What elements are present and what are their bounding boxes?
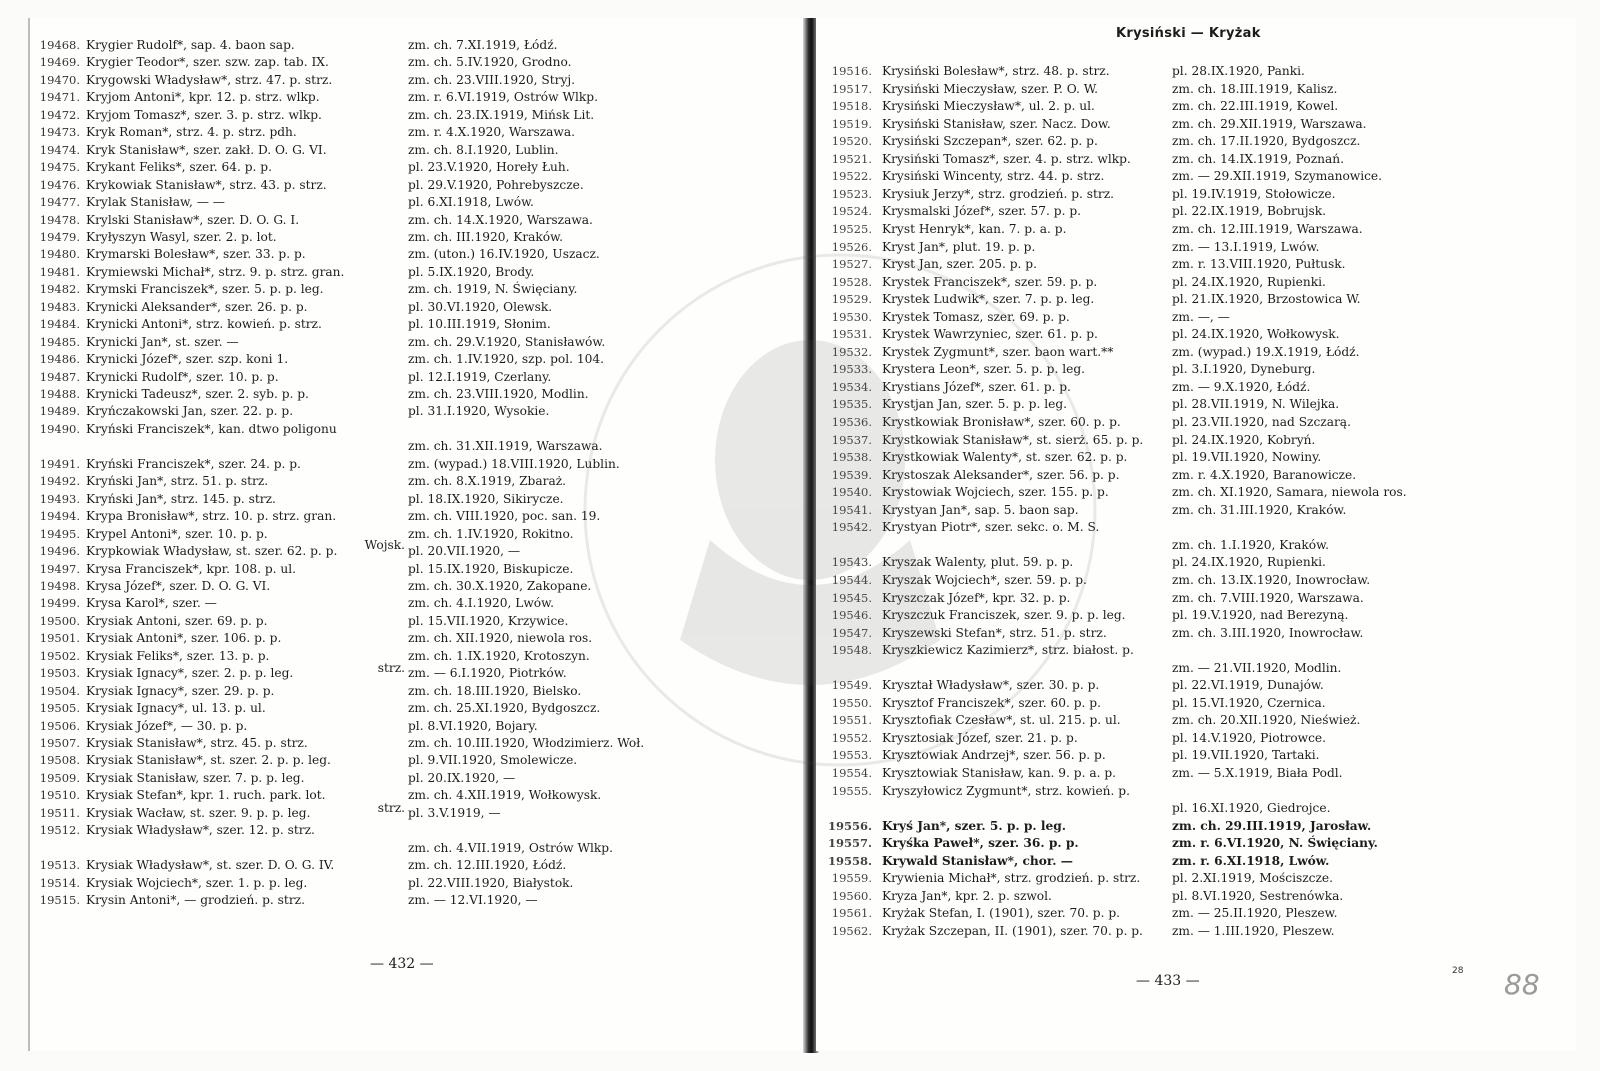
entry-name: Krystek Franciszek*, szer. 59. p. p.	[882, 274, 1098, 289]
entry-name: Krystek Tomasz, szer. 69. p. p.	[882, 309, 1070, 324]
entry-name: Krystowiak Wojciech, szer. 155. p. p.	[882, 485, 1109, 500]
entry-number: 19520.	[831, 134, 872, 149]
entry-name: Kryształ Władysław*, szer. 30. p. p.	[882, 678, 1100, 693]
entry-number: 19524.	[831, 204, 872, 219]
entry-number: 19559.	[831, 871, 872, 886]
entry-death-record: pl. 15.IX.1920, Biskupicze.	[408, 561, 574, 576]
entry-death-record: zm. (wypad.) 18.VIII.1920, Lublin.	[408, 456, 620, 471]
entry-name: Kryk Roman*, strz. 4. p. strz. pdh.	[86, 125, 297, 140]
entry-death-record: zm. ch. 20.XII.1920, Nieśwież.	[1172, 713, 1361, 728]
entry-name: Krysa Józef*, szer. D. O. G. VI.	[86, 578, 271, 593]
entry-death-record: pl. 9.VII.1920, Smolewicze.	[408, 753, 578, 768]
entry-death-record: zm. — 25.II.1920, Pleszew.	[1172, 906, 1338, 921]
entry-name: Krysiak Stanisław, szer. 7. p. p. leg.	[86, 770, 305, 785]
entry-name: Kryjom Tomasz*, szer. 3. p. strz. wlkp.	[86, 107, 322, 122]
entry-number: 19537.	[831, 432, 872, 447]
entry-number: 19507.	[39, 736, 80, 750]
entry-number: 19493.	[39, 491, 80, 506]
entry-number: 19526.	[831, 239, 872, 254]
entry-name: Krystoszak Aleksander*, szer. 56. p. p.	[882, 467, 1120, 482]
entry-number: 19534.	[831, 379, 872, 394]
entry-name: Krysiak Władysław*, st. szer. D. O. G. IV.	[86, 858, 335, 873]
entry-name: Krystians Józef*, szer. 61. p. p.	[882, 379, 1071, 394]
entry-number: 19475.	[39, 160, 80, 175]
entry-number: 19546.	[831, 608, 872, 623]
entry-name: Krysiak Stefan*, kpr. 1. ruch. park. lot.	[86, 788, 326, 803]
entry-death-record: zm. ch. 14.IX.1919, Poznań.	[1172, 151, 1344, 166]
entry-name: Krysiak Antoni, szer. 69. p. p.	[86, 613, 268, 628]
entry-name: Krynicki Aleksander*, szer. 26. p. p.	[86, 299, 308, 314]
entry-number: 19486.	[39, 352, 80, 367]
signature-mark: 28	[1452, 966, 1464, 976]
entry-number: 19536.	[831, 415, 872, 429]
entry-death-record: zm. ch. 5.IV.1920, Grodno.	[408, 55, 572, 70]
entry-number: 19488.	[39, 387, 80, 401]
entry-death-record: pl. 23.V.1920, Horeły Łuh.	[408, 160, 570, 175]
entry-number: 19531.	[831, 327, 872, 342]
entry-name: Krystyan Jan*, sap. 5. baon sap.	[882, 502, 1079, 517]
entry-number: 19497.	[39, 561, 80, 576]
entry-death-record: pl. 3.I.1920, Dyneburg.	[1172, 362, 1316, 377]
entry-number: 19473.	[39, 125, 80, 140]
entry-number: 19501.	[39, 631, 80, 646]
entry-number: 19516.	[831, 64, 872, 78]
entry-number: 19511.	[39, 805, 80, 820]
entry-number: 19557.	[827, 836, 872, 851]
entry-name: strz.	[377, 801, 405, 816]
entry-name: Krysztof Franciszek*, szer. 60. p. p.	[882, 695, 1101, 710]
entry-name: Krysiak Antoni*, szer. 106. p. p.	[86, 631, 282, 646]
entry-death-record: pl. 22.VI.1919, Dunajów.	[1172, 678, 1324, 693]
entry-number: 19485.	[39, 334, 80, 349]
entry-name: Krypkowiak Władysław, st. szer. 62. p. p.	[86, 544, 338, 559]
entry-death-record: pl. 2.XI.1919, Mościszcze.	[1172, 871, 1334, 886]
entry-name: Krysin Antoni*, — grodzień. p. strz.	[86, 893, 305, 908]
entry-name: Krysiak Ignacy*, szer. 2. p. p. leg.	[86, 666, 294, 681]
entry-death-record: zm. ch. 12.III.1920, Łódź.	[408, 858, 567, 873]
entry-name: Krysiński Mieczysław, szer. P. O. W.	[882, 81, 1099, 96]
entry-number: 19499.	[39, 596, 80, 611]
entry-name: Kryśka Paweł*, szer. 36. p. p.	[882, 836, 1079, 851]
entry-name: Krynicki Jan*, st. szer. —	[86, 334, 239, 349]
entry-death-record: pl. 19.VII.1920, Tartaki.	[1172, 748, 1320, 763]
entry-number: 19502.	[39, 648, 80, 663]
entry-name: Krysiński Mieczysław*, ul. 2. p. ul.	[882, 99, 1095, 114]
entry-death-record: pl. 8.VI.1920, Sestrenówka.	[1172, 888, 1344, 903]
entry-death-record: zm. — 5.X.1919, Biała Podl.	[1172, 766, 1343, 780]
entry-death-record: zm. —, —	[1172, 309, 1230, 324]
entry-name: Kryszczuk Franciszek, szer. 9. p. p. leg.	[882, 608, 1126, 623]
entry-name: Krystkowiak Bronisław*, szer. 60. p. p.	[882, 415, 1121, 429]
entry-death-record: pl. 15.VII.1920, Krzywice.	[408, 613, 569, 628]
entry-death-record: zm. ch. 17.II.1920, Bydgoszcz.	[1172, 134, 1361, 149]
entry-death-record: pl. 14.V.1920, Piotrowce.	[1172, 730, 1326, 745]
entry-death-record: pl. 31.I.1920, Wysokie.	[408, 404, 550, 419]
entry-name: Krysiak Wojciech*, szer. 1. p. p. leg.	[86, 875, 308, 890]
entry-number: 19468.	[39, 38, 80, 52]
entry-death-record: zm. ch. XI.1920, Samara, niewola ros.	[1172, 485, 1407, 500]
entry-number: 19496.	[39, 544, 80, 559]
entry-death-record: zm. r. 6.VI.1920, N. Święciany.	[1172, 836, 1378, 851]
entry-name: Krysiak Stanisław*, strz. 45. p. strz.	[86, 736, 308, 750]
entry-number: 19521.	[831, 151, 872, 166]
entry-name: Kryszkiewicz Kazimierz*, strz. białost. p.	[882, 643, 1134, 658]
entry-death-record: pl. 19.VII.1920, Nowiny.	[1172, 450, 1322, 465]
entry-number: 19482.	[39, 282, 80, 297]
entry-death-record: zm. ch. 1919, N. Święciany.	[408, 282, 578, 297]
entry-name: Krygier Teodor*, szer. szw. zap. tab. IX.	[86, 55, 329, 70]
entry-death-record: pl. 22.IX.1919, Bobrujsk.	[1172, 204, 1327, 219]
entry-number: 19549.	[831, 678, 872, 693]
entry-name: Kryszczak Józef*, kpr. 32. p. p.	[882, 590, 1071, 605]
entry-death-record: zm. ch. 4.I.1920, Lwów.	[408, 596, 554, 611]
entry-death-record: pl. 30.VI.1920, Olewsk.	[408, 299, 553, 314]
entry-name: Krywienia Michał*, strz. grodzień. p. strz.	[882, 871, 1141, 886]
entry-name: Kryza Jan*, kpr. 2. p. szwol.	[882, 888, 1052, 903]
entry-number: 19543.	[831, 555, 872, 570]
entry-number: 19558.	[827, 853, 872, 868]
entry-name: Krysiński Szczepan*, szer. 62. p. p.	[882, 134, 1098, 149]
entry-number: 19495.	[39, 526, 80, 541]
entry-death-record: pl. 3.V.1919, —	[408, 805, 501, 820]
entry-number: 19547.	[831, 625, 872, 640]
right-folio: — 433 —	[1136, 973, 1200, 989]
entry-name: Krymarski Bolesław*, szer. 33. p. p.	[86, 247, 306, 262]
entry-death-record: zm. (uton.) 16.IV.1920, Uszacz.	[408, 247, 600, 262]
entry-number: 19522.	[831, 169, 872, 184]
entry-name: Krysa Karol*, szer. —	[86, 596, 217, 611]
entry-death-record: zm. — 6.I.1920, Piotrków.	[408, 666, 567, 681]
entry-name: Krystyan Piotr*, szer. sekc. o. M. S.	[882, 520, 1100, 535]
entry-death-record: zm. ch. 1.I.1920, Kraków.	[1172, 537, 1330, 552]
entry-number: 19470.	[39, 72, 80, 87]
entry-name: Krysztofiak Czesław*, st. ul. 215. p. ul.	[882, 713, 1121, 728]
entry-number: 19532.	[831, 344, 872, 359]
entry-name: Krystek Ludwik*, szer. 7. p. p. leg.	[882, 292, 1095, 307]
entry-name: Krysiński Stanisław, szer. Nacz. Dow.	[882, 116, 1111, 131]
entry-death-record: zm. ch. 7.VIII.1920, Warszawa.	[1172, 590, 1364, 605]
entry-name: Krysiak Stanisław*, st. szer. 2. p. p. leg.	[86, 753, 331, 768]
entry-death-record: zm. r. 6.VI.1919, Ostrów Wlkp.	[408, 90, 598, 105]
entry-name: Krygowski Władysław*, strz. 47. p. strz.	[86, 72, 333, 87]
entry-name: Kryjom Antoni*, kpr. 12. p. strz. wlkp.	[86, 90, 320, 105]
entry-name: Krymski Franciszek*, szer. 5. p. p. leg.	[86, 282, 324, 297]
entry-number: 19505.	[39, 701, 80, 716]
entry-number: 19528.	[831, 274, 872, 289]
entry-death-record: zm. (wypad.) 19.X.1919, Łódź.	[1172, 344, 1360, 359]
entry-name: Kryński Franciszek*, szer. 24. p. p.	[86, 456, 301, 471]
entry-number: 19477.	[39, 195, 80, 210]
entry-number: 19562.	[831, 923, 872, 938]
entry-death-record: zm. ch. 14.X.1920, Warszawa.	[408, 212, 593, 227]
entry-number: 19517.	[831, 81, 872, 96]
entry-number: 19548.	[831, 643, 872, 658]
entry-death-record: zm. ch. 30.X.1920, Zakopane.	[408, 578, 592, 593]
entry-name: Krysiuk Jerzy*, strz. grodzień. p. strz.	[882, 186, 1115, 201]
entry-name: Krywald Stanisław*, chor. —	[882, 853, 1073, 868]
entry-death-record: pl. 22.VIII.1920, Białystok.	[408, 875, 574, 890]
entry-death-record: pl. 15.VI.1920, Czernica.	[1172, 695, 1326, 710]
entry-death-record: zm. — 13.I.1919, Lwów.	[1172, 239, 1320, 254]
entry-number: 19514.	[39, 875, 80, 890]
entry-death-record: pl. 18.IX.1920, Sikirycze.	[408, 491, 564, 506]
entry-death-record: zm. — 9.X.1920, Łódź.	[1172, 379, 1311, 394]
entry-name: Krystjan Jan, szer. 5. p. p. leg.	[882, 397, 1067, 412]
entry-number: 19479.	[39, 229, 80, 244]
entry-number: 19512.	[39, 823, 80, 838]
entry-death-record: zm. r. 4.X.1920, Baranowicze.	[1172, 467, 1357, 482]
entry-death-record: zm. ch. 1.IV.1920, Rokitno.	[408, 526, 574, 541]
entry-name: Krysiński Bolesław*, strz. 48. p. strz.	[882, 64, 1110, 78]
entry-number: 19538.	[831, 450, 872, 465]
entry-name: Krysiak Władysław*, szer. 12. p. strz.	[86, 823, 315, 838]
entry-number: 19539.	[831, 467, 872, 482]
entry-name: Krysiak Feliks*, szer. 13. p. p.	[86, 648, 270, 663]
entry-death-record: zm. ch. 23.VIII.1920, Stryj.	[408, 72, 576, 87]
entry-death-record: pl. 24.IX.1920, Wołkowysk.	[1172, 327, 1340, 342]
entry-death-record: zm. ch. 18.III.1920, Bielsko.	[408, 683, 582, 698]
entry-death-record: zm. ch. 18.III.1919, Kalisz.	[1172, 81, 1338, 96]
entry-number: 19556.	[827, 818, 872, 833]
entry-name: strz.	[377, 660, 405, 675]
entry-name: Kryst Henryk*, kan. 7. p. a. p.	[882, 221, 1067, 236]
entry-name: Kryżak Szczepan, II. (1901), szer. 70. p. p.	[882, 923, 1143, 938]
entry-name: Krysiak Wacław, st. szer. 9. p. p. leg.	[86, 805, 311, 820]
entry-number: 19484.	[39, 317, 80, 332]
entry-death-record: zm. ch. 1.IX.1920, Krotoszyn.	[408, 648, 590, 663]
entry-death-record: zm. ch. 12.III.1919, Warszawa.	[1172, 221, 1363, 236]
entry-name: Krysztowiak Andrzej*, szer. 56. p. p.	[882, 748, 1106, 763]
entry-number: 19530.	[831, 309, 872, 324]
entry-number: 19560.	[831, 888, 872, 903]
entry-number: 19489.	[39, 404, 80, 419]
entry-number: 19523.	[831, 186, 872, 201]
entry-number: 19513.	[39, 858, 80, 873]
entry-death-record: zm. ch. 29.III.1919, Jarosław.	[1172, 818, 1372, 833]
entry-name: Kryś Jan*, szer. 5. p. p. leg.	[882, 818, 1067, 833]
entry-number: 19550.	[831, 695, 872, 710]
entry-name: Krysztowiak Stanisław, kan. 9. p. a. p.	[882, 766, 1117, 780]
entry-name: Wojsk.	[364, 537, 405, 552]
entry-name: Krystek Zygmunt*, szer. baon wart.**	[882, 344, 1114, 359]
entry-death-record: pl. 23.VII.1920, nad Szczarą.	[1172, 415, 1351, 429]
entry-number: 19487.	[39, 369, 80, 384]
entry-death-record: zm. — 29.XII.1919, Szymanowice.	[1172, 169, 1383, 184]
entry-death-record: pl. 24.IX.1920, Rupienki.	[1172, 274, 1326, 289]
entry-death-record: pl. 19.IV.1919, Stołowicze.	[1172, 186, 1336, 201]
entry-death-record: pl. 24.IX.1920, Kobryń.	[1172, 432, 1316, 447]
entry-name: Krysiak Ignacy*, ul. 13. p. ul.	[86, 701, 266, 716]
entry-number: 19545.	[831, 590, 872, 605]
entry-name: Krypa Bronisław*, strz. 10. p. strz. gran.	[86, 509, 337, 524]
entry-name: Kryst Jan, szer. 205. p. p.	[882, 257, 1037, 272]
entry-number: 19561.	[831, 906, 872, 921]
entry-number: 19498.	[39, 578, 80, 593]
entry-number: 19509.	[39, 770, 80, 785]
entry-death-record: pl. 24.IX.1920, Rupienki.	[1172, 555, 1326, 570]
entry-name: Krystkowiak Stanisław*, st. sierż. 65. p. p.	[882, 432, 1144, 447]
entry-number: 19544.	[831, 572, 872, 587]
entry-death-record: zm. ch. 29.V.1920, Stanisławów.	[408, 334, 606, 349]
running-head: Krysiński — Kryżak	[1116, 26, 1261, 41]
entry-number: 19515.	[39, 893, 80, 908]
entry-name: Krysa Franciszek*, kpr. 108. p. ul.	[86, 561, 297, 576]
entry-name: Krynicki Rudolf*, szer. 10. p. p.	[86, 369, 279, 384]
entry-number: 19474.	[39, 142, 80, 157]
entry-death-record: pl. 12.I.1919, Czerlany.	[408, 369, 552, 384]
entry-number: 19480.	[39, 247, 80, 262]
entry-death-record: zm. ch. 29.XII.1919, Warszawa.	[1172, 116, 1367, 131]
entry-name: Kryszak Wojciech*, szer. 59. p. p.	[882, 572, 1087, 587]
entry-death-record: pl. 20.IX.1920, —	[408, 770, 516, 785]
entry-name: Kryński Franciszek*, kan. dtwo poligonu	[86, 421, 337, 436]
entry-number: 19494.	[39, 509, 80, 524]
entry-name: Krykant Feliks*, szer. 64. p. p.	[86, 160, 272, 175]
entry-death-record: pl. 29.V.1920, Pohrebyszcze.	[408, 177, 584, 192]
entry-number: 19490.	[39, 421, 80, 436]
entry-death-record: zm. — 12.VI.1920, —	[408, 893, 538, 908]
entry-name: Krysmalski Józef*, szer. 57. p. p.	[882, 204, 1082, 219]
entry-name: Krygier Rudolf*, sap. 4. baon sap.	[86, 38, 295, 52]
entry-number: 19535.	[831, 397, 872, 412]
left-folio: — 432 —	[370, 956, 434, 972]
entry-death-record: zm. — 21.VII.1920, Modlin.	[1172, 660, 1342, 675]
entry-name: Kryszyłowicz Zygmunt*, strz. kowień. p.	[882, 783, 1130, 798]
entry-death-record: zm. ch. III.1920, Kraków.	[408, 229, 564, 244]
entry-number: 19472.	[39, 107, 80, 122]
entry-death-record: pl. 10.III.1919, Słonim.	[408, 317, 551, 332]
entry-number: 19541.	[831, 502, 872, 517]
entry-name: Krystek Wawrzyniec, szer. 61. p. p.	[882, 327, 1098, 342]
entry-number: 19551.	[831, 713, 872, 728]
entry-death-record: zm. ch. VIII.1920, poc. san. 19.	[408, 509, 601, 524]
entry-death-record: pl. 8.VI.1920, Bojary.	[408, 718, 538, 733]
entry-name: Krykowiak Stanisław*, strz. 43. p. strz.	[86, 177, 327, 192]
entry-death-record: zm. r. 4.X.1920, Warszawa.	[408, 125, 575, 140]
entry-name: Kryk Stanisław*, szer. zakł. D. O. G. VI.	[86, 142, 327, 157]
entry-number: 19518.	[831, 99, 872, 114]
entry-death-record: zm. ch. 31.III.1920, Kraków.	[1172, 502, 1347, 517]
entry-number: 19503.	[39, 666, 80, 681]
entry-name: Krylski Stanisław*, szer. D. O. G. I.	[86, 212, 300, 227]
handwritten-page-number: 88	[1504, 968, 1540, 1001]
entry-name: Kryszak Walenty, plut. 59. p. p.	[882, 555, 1074, 570]
entry-name: Kryłyszyn Wasyl, szer. 2. p. lot.	[86, 229, 277, 244]
entry-number: 19525.	[831, 221, 872, 236]
entry-death-record: zm. ch. 8.I.1920, Lublin.	[408, 142, 559, 157]
entry-death-record: pl. 28.VII.1919, N. Wilejka.	[1172, 397, 1340, 412]
entry-death-record: pl. 5.IX.1920, Brody.	[408, 264, 535, 279]
entry-number: 19508.	[39, 753, 80, 768]
entry-death-record: zm. — 1.III.1920, Pleszew.	[1172, 923, 1335, 938]
entry-number: 19500.	[39, 613, 80, 628]
entry-death-record: zm. ch. 23.VIII.1920, Modlin.	[408, 387, 589, 401]
entry-death-record: zm. ch. 7.XI.1919, Łódź.	[408, 38, 558, 52]
entry-number: 19553.	[831, 748, 872, 763]
entry-death-record: zm. ch. 8.X.1919, Zbaraż.	[408, 474, 567, 489]
entry-number: 19491.	[39, 456, 80, 471]
entry-name: Krysiak Józef*, — 30. p. p.	[86, 718, 248, 733]
entry-death-record: pl. 16.XI.1920, Giedrojce.	[1172, 801, 1331, 816]
entry-name: Kryst Jan*, plut. 19. p. p.	[882, 239, 1036, 254]
entry-name: Kryżak Stefan, I. (1901), szer. 70. p. p.	[882, 906, 1121, 921]
entry-name: Krylak Stanisław, — —	[86, 195, 225, 210]
entry-number: 19510.	[39, 788, 80, 803]
entry-number: 19492.	[39, 474, 80, 489]
entry-name: Krymiewski Michał*, strz. 9. p. strz. gran.	[86, 264, 345, 279]
entry-name: Krystera Leon*, szer. 5. p. p. leg.	[882, 362, 1085, 377]
entry-name: Krynicki Tadeusz*, szer. 2. syb. p. p.	[86, 387, 309, 401]
entry-death-record: zm. ch. 23.IX.1919, Mińsk Lit.	[408, 107, 595, 122]
entry-number: 19540.	[831, 485, 872, 500]
entry-number: 19483.	[39, 299, 80, 314]
entry-number: 19481.	[39, 264, 80, 279]
entry-death-record: zm. ch. 1.IV.1920, szp. pol. 104.	[408, 352, 605, 367]
entry-number: 19478.	[39, 212, 80, 227]
entry-number: 19519.	[831, 116, 872, 131]
entry-death-record: pl. 28.IX.1920, Panki.	[1172, 64, 1305, 78]
entry-number: 19506.	[39, 718, 80, 733]
entry-death-record: zm. ch. 4.XII.1919, Wołkowysk.	[408, 788, 602, 803]
entry-name: Krysiński Tomasz*, szer. 4. p. strz. wlkp.	[882, 151, 1131, 166]
entry-death-record: zm. ch. 25.XI.1920, Bydgoszcz.	[408, 701, 601, 716]
entry-number: 19533.	[831, 362, 872, 377]
entry-death-record: pl. 6.XI.1918, Lwów.	[408, 195, 534, 210]
entry-death-record: pl. 19.V.1920, nad Berezyną.	[1172, 608, 1349, 623]
entry-name: Kryński Jan*, strz. 51. p. strz.	[86, 474, 269, 489]
entry-number: 19471.	[39, 90, 80, 105]
entry-name: Kryńczakowski Jan, szer. 22. p. p.	[86, 404, 294, 419]
entry-death-record: zm. ch. 13.IX.1920, Inowrocław.	[1172, 572, 1371, 587]
entry-number: 19527.	[831, 257, 872, 272]
entry-number: 19504.	[39, 683, 80, 698]
entry-death-record: zm. ch. 31.XII.1919, Warszawa.	[408, 439, 603, 454]
entry-number: 19476.	[39, 177, 80, 192]
entry-death-record: pl. 21.IX.1920, Brzostowica W.	[1172, 292, 1361, 307]
entry-name: Kryński Jan*, strz. 145. p. strz.	[86, 491, 276, 506]
entry-number: 19554.	[831, 766, 872, 780]
entry-name: Krynicki Józef*, szer. szp. koni 1.	[86, 352, 289, 367]
entry-death-record: zm. ch. 22.III.1919, Kowel.	[1172, 99, 1339, 114]
entry-number: 19555.	[831, 783, 872, 798]
entry-number: 19552.	[831, 730, 872, 745]
entry-name: Krystkowiak Walenty*, st. szer. 62. p. p.	[882, 450, 1128, 465]
entry-death-record: pl. 20.VII.1920, —	[408, 544, 521, 559]
entry-name: Krypel Antoni*, szer. 10. p. p.	[86, 526, 268, 541]
left-page	[30, 18, 805, 1051]
entry-number: 19469.	[39, 55, 80, 70]
entry-death-record: zm. ch. 3.III.1920, Inowrocław.	[1172, 625, 1364, 640]
entry-name: Krysztosiak Józef, szer. 21. p. p.	[882, 730, 1078, 745]
entry-name: Krysiak Ignacy*, szer. 29. p. p.	[86, 683, 275, 698]
entry-number: 19529.	[831, 292, 872, 307]
entry-name: Kryszewski Stefan*, strz. 51. p. strz.	[882, 625, 1107, 640]
entry-death-record: zm. ch. XII.1920, niewola ros.	[408, 631, 593, 646]
entry-number: 19542.	[831, 520, 872, 535]
entry-death-record: zm. r. 6.XI.1918, Lwów.	[1172, 853, 1330, 868]
entry-name: Krynicki Antoni*, strz. kowień. p. strz.	[86, 317, 322, 332]
entry-death-record: zm. r. 13.VIII.1920, Pułtusk.	[1172, 257, 1346, 272]
entry-name: Krysiński Wincenty, strz. 44. p. strz.	[882, 169, 1105, 184]
entry-death-record: zm. ch. 10.III.1920, Włodzimierz. Woł.	[408, 736, 645, 750]
entry-death-record: zm. ch. 4.VII.1919, Ostrów Wlkp.	[408, 840, 613, 855]
